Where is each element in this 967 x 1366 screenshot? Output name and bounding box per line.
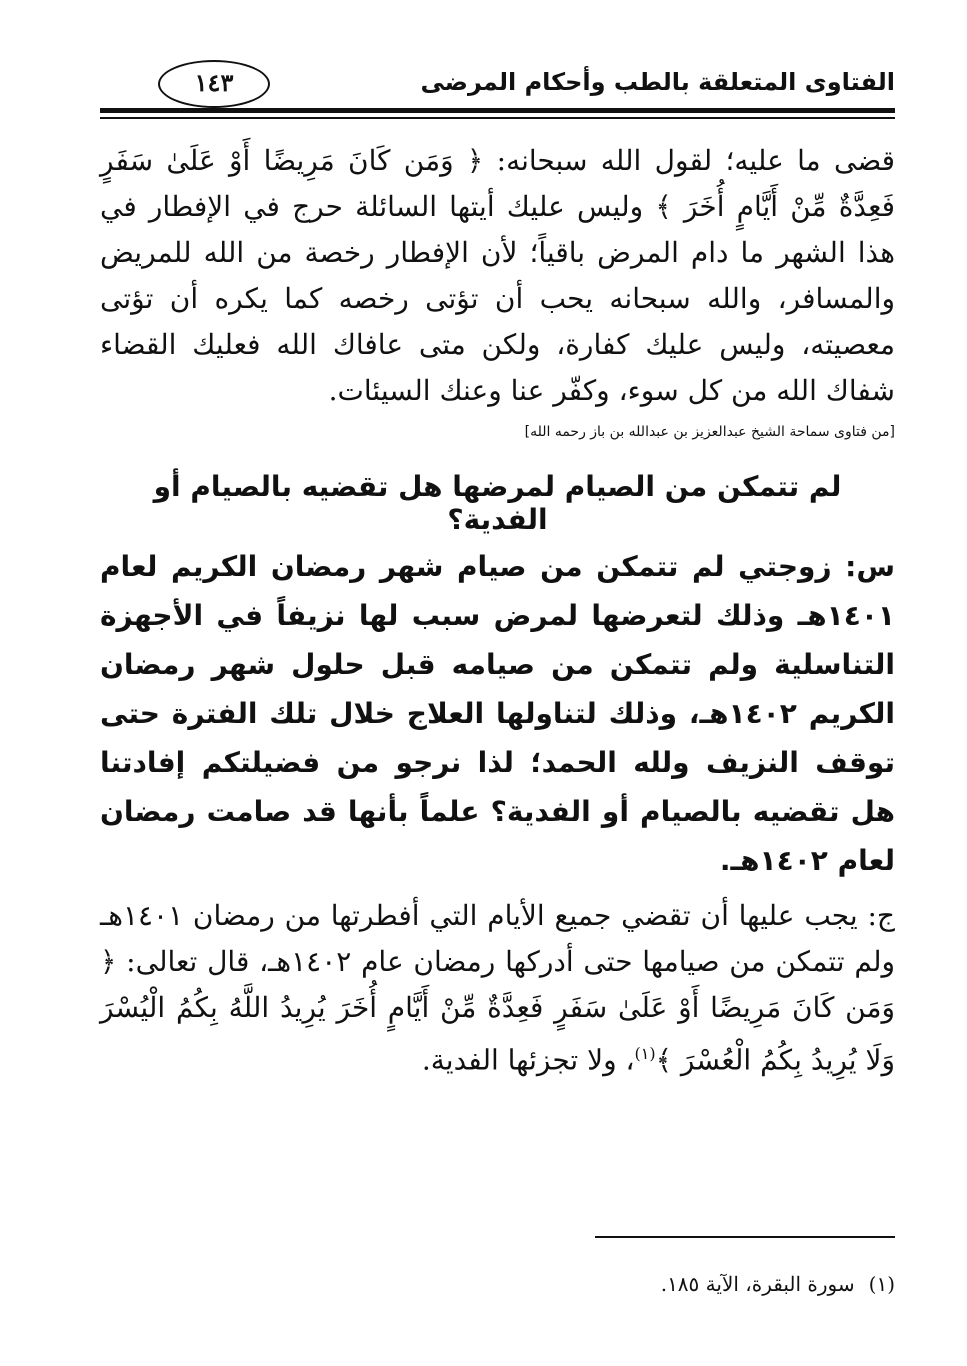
footnote-number: (١) (868, 1272, 895, 1296)
fatwa2-answer (100, 893, 895, 1083)
fatwa2-answer-intro: ج: يجب عليها أن تقضي جميع الأيام التي أفطرتها من رمضان ١٤٠١هـ ولم تتمكن من صيامها حتى أدركها رمضان عام ١٤٠٢هـ، قال تعالى: (100, 899, 895, 978)
page-number: ١٤٣ (158, 60, 270, 108)
fatwa1-source: [من فتاوى سماحة الشيخ عبدالعزيز بن عبدالله بن باز رحمه الله] (524, 424, 895, 440)
quran-verse-1: ﴿ وَمَن كَانَ مَرِيضًا أَوْ عَلَىٰ سَفَرٍ فَعِدَّةٌ مِّنْ أَيَّامٍ أُخَرَ ﴾ (100, 144, 895, 223)
fatwa1-paragraph (100, 138, 895, 414)
header-rule-thin (100, 117, 895, 119)
header-rule-thick (100, 108, 895, 113)
fatwa2-question: س: زوجتي لم تتمكن من صيام شهر رمضان الكريم لعام ١٤٠١هـ وذلك لتعرضها لمرض سبب لها نزيفاً في الأجهزة التناسلية ولم تتمكن من صيامه قبل حلول شهر رمضان الكريم ١٤٠٢هـ، وذلك لتناولها العلاج خلال تلك الفترة حتى توقف النزيف ولله الحمد؛ لذا نرجو من فضيلتكم إفادتنا هل تقضيه بالصيام أو الفدية؟ علماً بأنها قد صامت رمضان لعام ١٤٠٢هـ. (100, 550, 896, 877)
footnote (661, 1272, 895, 1296)
footnote-reference: (١) (634, 1044, 656, 1063)
footnote-text: سورة البقرة، الآية ١٨٥. (660, 1272, 855, 1296)
running-title: الفتاوى المتعلقة بالطب وأحكام المرضى (420, 68, 895, 96)
fatwa2-title: لم تتمكن من الصيام لمرضها هل تقضيه بالصيام أو الفدية؟ (153, 470, 842, 536)
fatwa2-answer-rest: ، ولا تجزئها الفدية. (421, 1043, 635, 1077)
page-content (100, 138, 895, 1083)
quran-verse-2: ﴿ وَمَن كَانَ مَرِيضًا أَوْ عَلَىٰ سَفَرٍ فَعِدَّةٌ مِّنْ أَيَّامٍ أُخَرَ يُرِيدُ اللَّهُ بِكُمُ الْيُسْرَ وَلَا يُرِيدُ بِكُمُ الْعُسْرَ ﴾ (100, 945, 895, 1077)
fatwa1-intro: قضى ما عليه؛ لقول الله سبحانه: (483, 144, 895, 177)
footnote-rule (595, 1236, 895, 1238)
fatwa1-rest: وليس عليك أيتها السائلة حرج في الإفطار في هذا الشهر ما دام المرض باقياً؛ لأن الإفطار رخصة من الله للمريض والمسافر، والله سبحانه يحب أن تؤتى رخصه كما يكره أن تؤتى معصيته، وليس عليك كفارة، ولكن متى عافاك الله فعليك القضاء شفاك الله من كل سوء، وكفّر عنا وعنك السيئات. (100, 190, 895, 407)
